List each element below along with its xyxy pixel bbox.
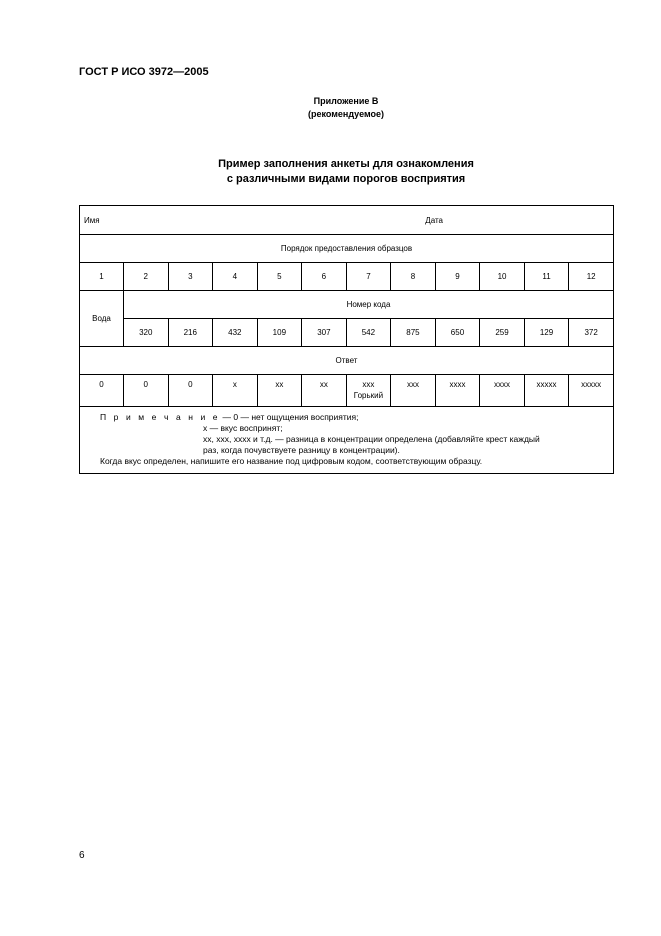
- answer-cell: xxx: [391, 375, 436, 407]
- answer-header-row: [80, 347, 614, 375]
- order-header-row: [80, 235, 614, 263]
- answer-cell: xxxxx: [569, 375, 614, 407]
- code-cell: 432: [213, 319, 258, 347]
- answers-row: [80, 375, 614, 407]
- position-cell: 8: [391, 263, 436, 291]
- answer-cell: 0: [124, 375, 169, 407]
- position-cell: 6: [302, 263, 347, 291]
- answer-label: Ответ: [80, 347, 614, 375]
- answer-cell: xxxx: [480, 375, 525, 407]
- note-line-3: xx, xxx, xxxx и т.д. — разница в концентрации определена (добавляйте крест каждый: [203, 434, 540, 444]
- taste-name: Горький: [353, 391, 384, 400]
- water-label: Вода: [80, 291, 124, 347]
- answer-cell: [346, 375, 391, 407]
- answer-cell: xxxxx: [524, 375, 569, 407]
- position-cell: 10: [480, 263, 525, 291]
- position-cell: 7: [346, 263, 391, 291]
- date-label: Дата: [425, 215, 443, 225]
- answer-cell: 0: [80, 375, 124, 407]
- code-label: Номер кода: [124, 291, 614, 319]
- answer-value: xxx: [362, 380, 375, 389]
- name-date-row: [80, 206, 614, 235]
- codes-row: [80, 319, 614, 347]
- answer-cell: 0: [168, 375, 213, 407]
- position-cell: 1: [80, 263, 124, 291]
- note-prefix: П р и м е ч а н и е: [100, 412, 221, 422]
- questionnaire-table: [79, 205, 614, 474]
- position-cell: 3: [168, 263, 213, 291]
- position-cell: 9: [435, 263, 480, 291]
- page-number: 6: [79, 850, 85, 861]
- note-line-2: x — вкус воспринят;: [203, 423, 283, 433]
- note-text-1: — 0 — нет ощущения восприятия;: [220, 412, 359, 422]
- order-label: Порядок предоставления образцов: [80, 235, 614, 263]
- document-title-line1: Пример заполнения анкеты для ознакомления: [218, 158, 474, 170]
- note-block: [80, 407, 614, 474]
- code-cell: 320: [124, 319, 169, 347]
- position-cell: 11: [524, 263, 569, 291]
- code-header-row: [80, 291, 614, 319]
- code-cell: 129: [524, 319, 569, 347]
- position-cell: 4: [213, 263, 258, 291]
- note-line-4: раз, когда почувствуете разницу в концентрации).: [203, 445, 400, 455]
- answer-cell: x: [213, 375, 258, 407]
- note-line-1: [100, 412, 607, 423]
- standard-header: ГОСТ Р ИСО 3972—2005: [79, 66, 209, 78]
- code-cell: 372: [569, 319, 614, 347]
- answer-cell: xx: [257, 375, 302, 407]
- note-row: [80, 407, 614, 474]
- code-cell: 650: [435, 319, 480, 347]
- code-cell: 259: [480, 319, 525, 347]
- code-cell: 216: [168, 319, 213, 347]
- name-label: Имя: [84, 215, 100, 225]
- code-cell: 875: [391, 319, 436, 347]
- code-cell: 542: [346, 319, 391, 347]
- appendix-status: (рекомендуемое): [308, 109, 384, 119]
- positions-row: [80, 263, 614, 291]
- note-line-5: Когда вкус определен, напишите его название под цифровым кодом, соответствующим образцу.: [100, 456, 483, 466]
- position-cell: 12: [569, 263, 614, 291]
- answer-cell: xxxx: [435, 375, 480, 407]
- document-title-line2: с различными видами порогов восприятия: [226, 173, 466, 185]
- code-cell: 307: [302, 319, 347, 347]
- position-cell: 2: [124, 263, 169, 291]
- appendix-title: Приложение В: [313, 96, 379, 106]
- answer-cell: xx: [302, 375, 347, 407]
- position-cell: 5: [257, 263, 302, 291]
- code-cell: 109: [257, 319, 302, 347]
